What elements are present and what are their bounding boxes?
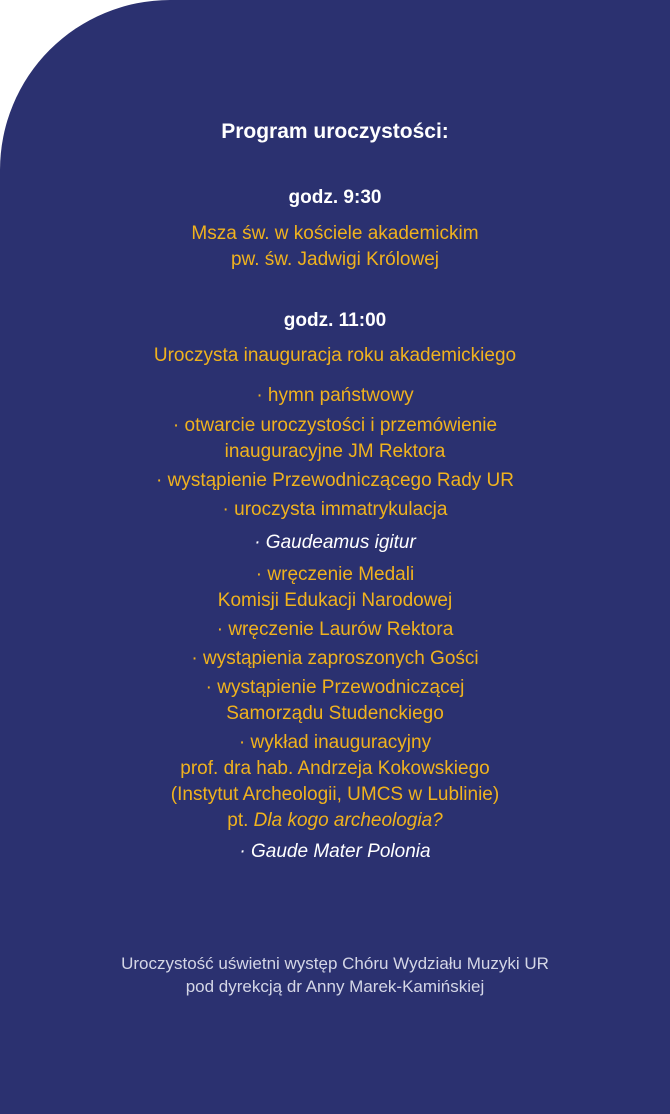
item-opening xyxy=(0,413,670,465)
item-lecture xyxy=(0,730,670,834)
item-guests: · wystąpienia zaproszonych Gości xyxy=(191,648,479,669)
item-immatriculation: · uroczysta immatrykulacja xyxy=(222,499,448,520)
item-lecture-line4 xyxy=(0,808,670,834)
footer-line2: pod dyrekcją dr Anny Marek-Kamińskiej xyxy=(185,977,485,996)
footer-note xyxy=(0,952,670,998)
program-title: Program uroczystości: xyxy=(221,120,449,143)
session1-event xyxy=(0,221,670,273)
item-opening-line1: · otwarcie uroczystości i przemówienie xyxy=(172,415,498,436)
session1-event-line2: pw. św. Jadwigi Królowej xyxy=(230,249,440,270)
lecture-title-prefix: pt. xyxy=(227,810,254,831)
session1-event-line1: Msza św. w kościele akademickim xyxy=(191,223,479,244)
item-student-gov-line2: Samorządu Studenckiego xyxy=(226,703,444,724)
item-lecture-line1: · wykład inauguracyjny xyxy=(238,732,432,753)
item-medals-line2: Komisji Edukacji Narodowej xyxy=(217,590,453,611)
lecture-title: Dla kogo archeologia? xyxy=(253,810,443,831)
item-gaudeamus: · Gaudeamus igitur xyxy=(254,532,416,553)
item-opening-line2: inauguracyjne JM Rektora xyxy=(224,441,446,462)
item-lecture-line3: (Instytut Archeologii, UMCS w Lublinie) xyxy=(170,784,500,805)
item-lecture-line2: prof. dra hab. Andrzeja Kokowskiego xyxy=(180,758,490,779)
session1-time: godz. 9:30 xyxy=(288,187,382,208)
session2-event: Uroczysta inauguracja roku akademickiego xyxy=(153,345,517,366)
session2-time: godz. 11:00 xyxy=(283,310,387,331)
footer-line1: Uroczystość uświetni występ Chóru Wydziału Muzyki UR xyxy=(121,954,549,973)
item-hymn: · hymn państwowy xyxy=(256,385,414,406)
item-council: · wystąpienie Przewodniczącego Rady UR xyxy=(156,470,514,491)
item-gaude-mater: · Gaude Mater Polonia xyxy=(239,841,431,862)
item-laurels: · wręczenie Laurów Rektora xyxy=(216,619,454,640)
item-student-gov xyxy=(0,675,670,727)
item-student-gov-line1: · wystąpienie Przewodniczącej xyxy=(205,677,465,698)
item-medals-line1: · wręczenie Medali xyxy=(255,564,415,585)
item-medals xyxy=(0,562,670,614)
